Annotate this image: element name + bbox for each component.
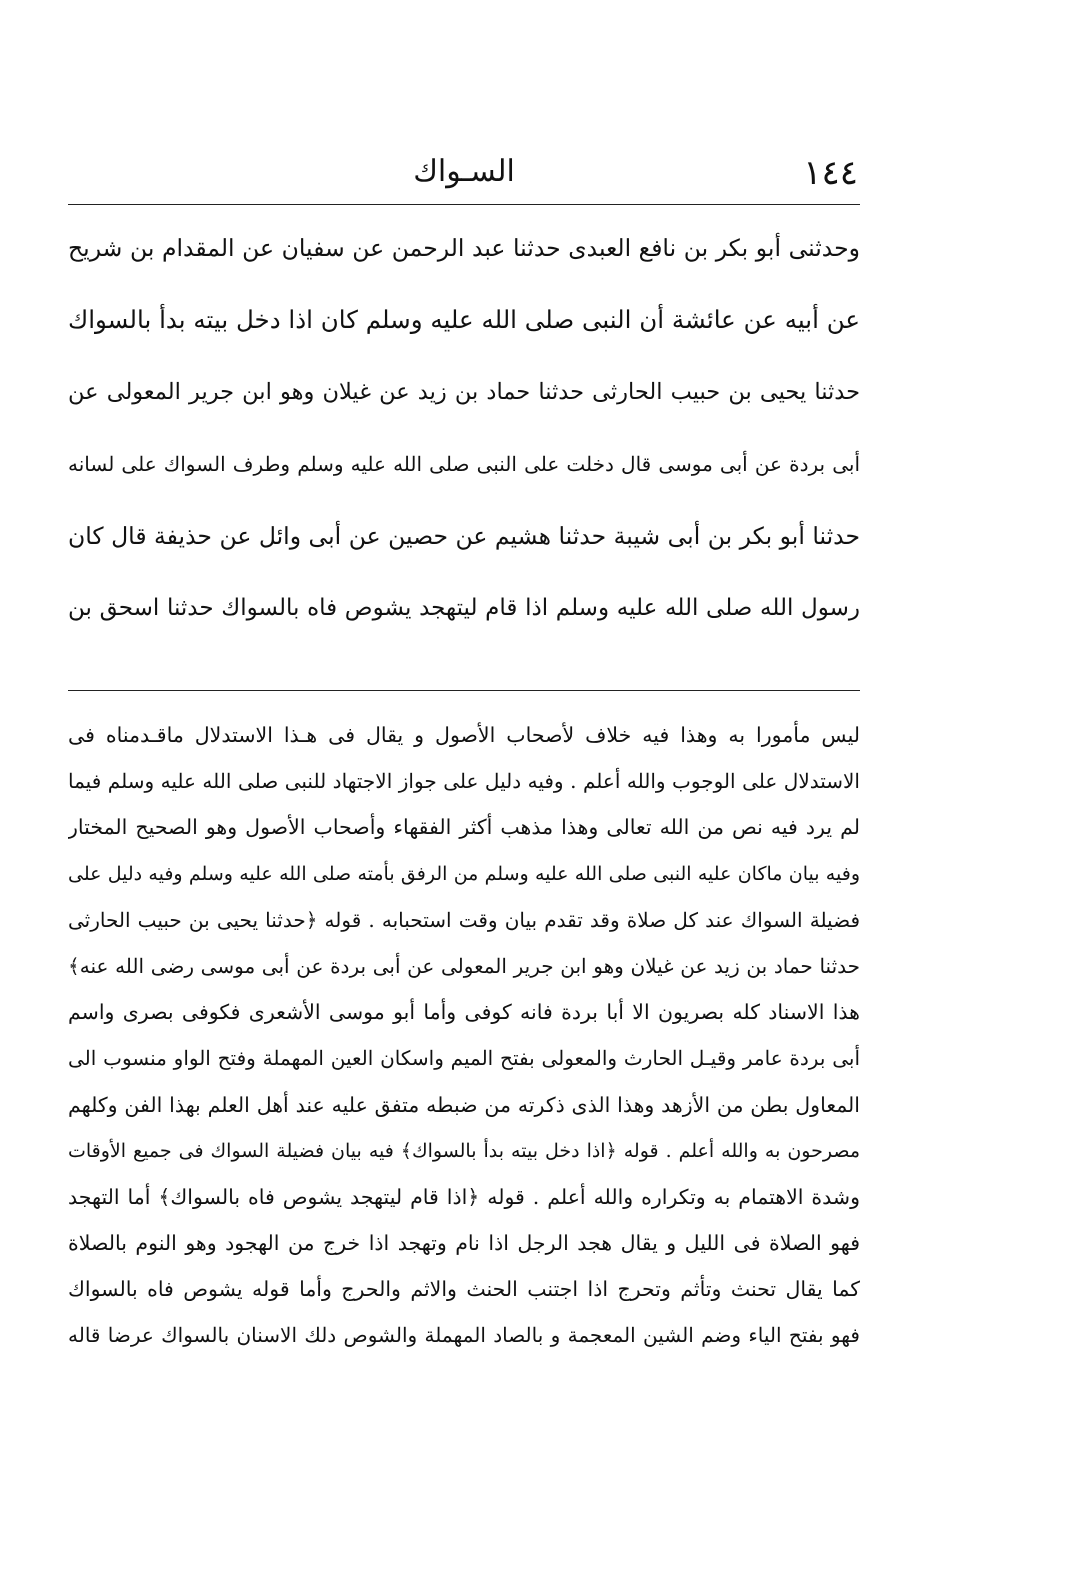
commentary-line: ليس مأمورا به وهذا فيه خلاف لأصحاب الأصول و يقال فى هـذا الاستدلال ماقـدمناه فى: [68, 723, 860, 747]
page-number: ١٤٤: [803, 153, 858, 193]
commentary-line: وفيه بيان ماكان عليه النبى صلى الله عليه وسلم من الرفق بأمته صلى الله عليه وسلم وفيه دليل على: [68, 862, 860, 885]
commentary-line: الاستدلال على الوجوب والله أعلم . وفيه دليل على جواز الاجتهاد للنبى صلى الله عليه وسلم فيما: [68, 769, 860, 794]
header-rule: [68, 204, 860, 205]
commentary-line: كما يقال تحنث وتأثم وتحرج اذا اجتنب الحنث والاثم والحرج وأما قوله يشوص فاه بالسواك: [68, 1277, 860, 1302]
commentary-text-block: [68, 712, 860, 1359]
commentary-line: حدثنا حماد بن زيد عن غيلان وهو ابن جرير المعولى عن أبى بردة عن أبى موسى رضى الله عنه﴾: [68, 953, 860, 978]
section-divider: [68, 690, 860, 691]
hadith-line: أبى بردة عن أبى موسى قال دخلت على النبى صلى الله عليه وسلم وطرف السواك على لسانه: [68, 452, 860, 476]
commentary-line: هذا الاسناد كله بصريون الا أبا بردة فانه كوفى وأما أبو موسى الأشعرى فكوفى بصرى واسم: [68, 1000, 860, 1025]
hadith-line: عن أبيه عن عائشة أن النبى صلى الله عليه وسلم كان اذا دخل بيته بدأ بالسواك: [68, 305, 860, 334]
hadith-line: حدثنا أبو بكر بن أبى شيبة حدثنا هشيم عن حصين عن أبى وائل عن حذيفة قال كان: [68, 522, 860, 550]
page-header: [68, 148, 860, 196]
commentary-line: فهو الصلاة فى الليل و يقال هجد الرجل اذا نام وتهجد اذا خرج من الهجود وهو النوم بالصلاة: [68, 1231, 860, 1256]
commentary-line: وشدة الاهتمام به وتكراره والله أعلم . قوله ﴿اذا قام ليتهجد يشوص فاه بالسواك﴾ أما التهجد: [68, 1184, 860, 1209]
running-title: السـواك: [413, 154, 515, 189]
hadith-text-block: [68, 212, 860, 644]
hadith-line: وحدثنى أبو بكر بن نافع العبدى حدثنا عبد الرحمن عن سفيان عن المقدام بن شريح: [68, 234, 860, 262]
commentary-line: أبى بردة عامر وقيـل الحارث والمعولى بفتح الميم واسكان العين المهملة وفتح الواو منسوب الى: [68, 1046, 860, 1071]
commentary-line: المعاول بطن من الأزهد وهذا الذى ذكرته من ضبطه متفق عليه عند أهل العلم بهذا الفن وكلهم: [68, 1092, 860, 1117]
commentary-line: مصرحون به والله أعلم . قوله ﴿اذا دخل بيته بدأ بالسواك﴾ فيه بيان فضيلة السواك فى جميع الأوقات: [68, 1139, 860, 1162]
commentary-line: لم يرد فيه نص من الله تعالى وهذا مذهب أكثر الفقهاء وأصحاب الأصول وهو الصحيح المختار: [68, 815, 860, 840]
hadith-line: رسول الله صلى الله عليه وسلم اذا قام ليتهجد يشوص فاه بالسواك حدثنا اسحق بن: [68, 595, 860, 621]
commentary-line: فهو بفتح الياء وضم الشين المعجمة و بالصاد المهملة والشوص دلك الاسنان بالسواك عرضا قاله: [68, 1323, 860, 1348]
hadith-line: حدثنا يحيى بن حبيب الحارثى حدثنا حماد بن زيد عن غيلان وهو ابن جرير المعولى عن: [68, 379, 860, 405]
commentary-line: فضيلة السواك عند كل صلاة وقد تقدم بيان وقت استحبابه . قوله ﴿حدثنا يحيى بن حبيب الحارثى: [68, 907, 860, 932]
